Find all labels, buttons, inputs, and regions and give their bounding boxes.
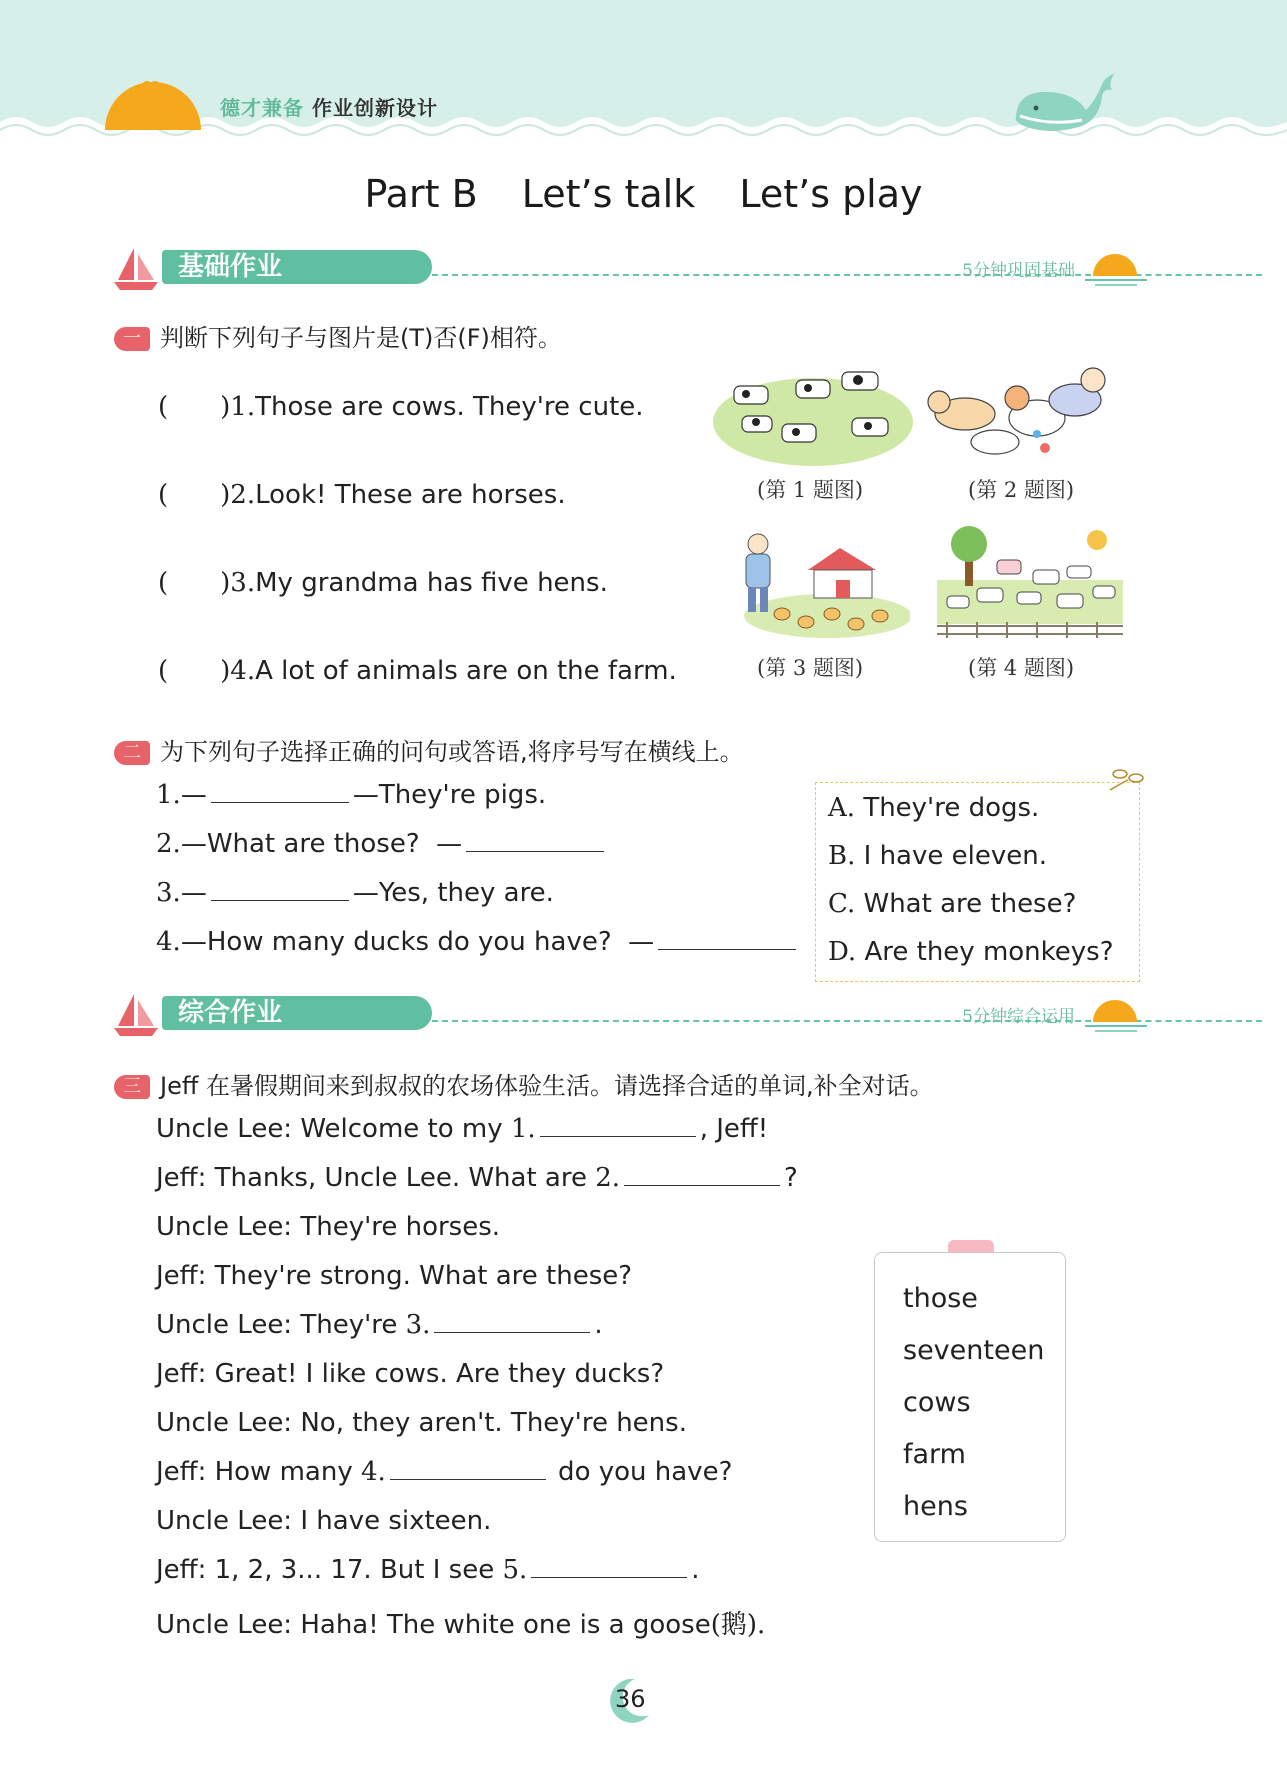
line-end: (鹅). <box>710 1610 766 1640</box>
part-number-tag: 三 <box>114 1075 150 1099</box>
option-b <box>828 841 1047 871</box>
picture-cats <box>925 362 1117 462</box>
item-pre: —What are those? <box>180 829 420 859</box>
line-text: Uncle Lee: They're <box>156 1310 406 1340</box>
answer-blank[interactable] <box>658 927 796 950</box>
item-number: 1. <box>156 780 181 810</box>
option-key: B. <box>828 841 856 871</box>
whale-icon <box>1010 70 1120 132</box>
answer-paren[interactable]: ( )2. <box>158 480 256 510</box>
title-part: Part B <box>364 172 478 216</box>
option-text: Are they monkeys? <box>864 937 1114 967</box>
page-title <box>0 172 1287 216</box>
part2-item-1 <box>156 780 546 810</box>
picture-grandma-hens <box>728 530 910 640</box>
blank-number: 5. <box>502 1555 528 1585</box>
part1-item-1 <box>158 386 644 423</box>
option-d <box>828 937 1114 967</box>
brand-green: 德才兼备 <box>220 96 304 120</box>
item-number: 2. <box>156 829 181 859</box>
brand-dark: 作业创新设计 <box>311 96 438 120</box>
line-text: Jeff: Thanks, Uncle Lee. What are <box>156 1163 596 1193</box>
blank-number: 3. <box>405 1310 431 1340</box>
option-a <box>828 793 1039 823</box>
section-note: 5分钟综合运用 <box>962 1007 1075 1027</box>
option-key: D. <box>828 937 857 967</box>
dialogue-line <box>156 1506 491 1536</box>
dialogue-line <box>156 1408 687 1438</box>
caption-1: (第 1 题图) <box>757 478 864 502</box>
sailboat-icon <box>112 992 160 1036</box>
dialogue-line <box>156 1163 798 1193</box>
answer-blank[interactable] <box>434 1310 590 1333</box>
answer-blank[interactable] <box>624 1163 780 1186</box>
line-text: Uncle Lee: Haha! The white one is a goose <box>156 1610 711 1640</box>
part-number-tag: 一 <box>114 327 150 351</box>
part1-heading <box>114 318 562 353</box>
line-end: , Jeff! <box>699 1114 769 1144</box>
dialogue-line <box>156 1310 603 1340</box>
title-play: Let’s play <box>739 172 923 216</box>
word-item: farm <box>903 1439 966 1470</box>
dialogue-line <box>156 1261 632 1291</box>
item-post: —They're pigs. <box>352 780 547 810</box>
options-box <box>815 782 1140 982</box>
part2-item-2 <box>156 829 608 859</box>
item-pre: — <box>180 878 207 908</box>
item-post: — <box>628 927 655 957</box>
blank-number: 1. <box>510 1114 536 1144</box>
line-end: . <box>594 1310 603 1340</box>
answer-paren[interactable]: ( )4. <box>158 656 256 686</box>
item-number: 3. <box>156 878 181 908</box>
line-text: Jeff: How many <box>156 1457 361 1487</box>
picture-cows <box>712 364 914 470</box>
line-end: ? <box>784 1163 798 1193</box>
sailboat-icon <box>112 246 160 290</box>
option-key: C. <box>828 889 856 919</box>
line-end: . <box>691 1555 700 1585</box>
word-item: seventeen <box>903 1335 1045 1366</box>
section-banner-comprehensive <box>112 992 1147 1036</box>
title-talk: Let’s talk <box>521 172 696 216</box>
section-note: 5分钟巩固基础 <box>962 261 1075 281</box>
part1-instruction: 判断下列句子与图片是(T)否(F)相符。 <box>160 324 562 352</box>
part2-heading <box>114 732 744 767</box>
item-text: Look! These are horses. <box>255 480 566 510</box>
item-post: —Yes, they are. <box>352 878 554 908</box>
option-c <box>828 889 1076 919</box>
answer-blank[interactable] <box>211 780 349 803</box>
mini-sun-icon <box>1085 992 1147 1032</box>
line-text: Uncle Lee: They're horses. <box>156 1212 501 1242</box>
option-text: I have eleven. <box>863 841 1047 871</box>
line-end: do you have? <box>549 1457 733 1487</box>
caption-3: (第 3 题图) <box>757 656 864 680</box>
item-text: A lot of animals are on the farm. <box>255 656 677 686</box>
item-pre: — <box>180 780 207 810</box>
word-item: those <box>903 1283 978 1314</box>
mini-sun-icon <box>1085 246 1147 286</box>
section-label: 基础作业 <box>162 250 432 284</box>
answer-blank[interactable] <box>390 1457 546 1480</box>
part-number-tag: 二 <box>114 741 150 765</box>
part2-instruction: 为下列句子选择正确的问句或答语,将序号写在横线上。 <box>160 738 744 766</box>
page-number-text: 36 <box>615 1685 646 1713</box>
dialogue-line <box>156 1457 732 1487</box>
dialogue-line <box>156 1114 768 1144</box>
answer-paren[interactable]: ( )3. <box>158 568 256 598</box>
answer-blank[interactable] <box>540 1114 696 1137</box>
item-post: — <box>436 829 463 859</box>
item-text: My grandma has five hens. <box>255 568 608 598</box>
line-text: Uncle Lee: No, they aren't. They're hens. <box>156 1408 687 1438</box>
part1-item-2 <box>158 474 566 511</box>
picture-farm <box>937 526 1123 640</box>
part1-item-4 <box>158 650 677 687</box>
line-text: Uncle Lee: Welcome to my <box>156 1114 511 1144</box>
dialogue-line <box>156 1555 700 1585</box>
answer-blank[interactable] <box>531 1555 687 1578</box>
line-text: Uncle Lee: I have sixteen. <box>156 1506 492 1536</box>
part2-item-3 <box>156 878 554 908</box>
dialogue-line <box>156 1212 500 1242</box>
word-item: cows <box>903 1387 971 1418</box>
item-text: Those are cows. They're cute. <box>255 392 644 422</box>
word-bank <box>874 1252 1066 1542</box>
part1-item-3 <box>158 562 608 599</box>
caption-4: (第 4 题图) <box>968 656 1075 680</box>
dialogue-line <box>156 1359 664 1389</box>
item-number: 4. <box>156 927 181 957</box>
caption-2: (第 2 题图) <box>968 478 1075 502</box>
section-banner-basic <box>112 246 1147 290</box>
answer-blank[interactable] <box>466 829 604 852</box>
option-text: What are these? <box>863 889 1077 919</box>
item-pre: —How many ducks do you have? <box>180 927 612 957</box>
line-text: Jeff: Great! I like cows. Are they ducks? <box>156 1359 665 1389</box>
part2-item-4 <box>156 927 800 957</box>
blank-number: 2. <box>595 1163 621 1193</box>
line-text: Jeff: 1, 2, 3... 17. But I see <box>156 1555 503 1585</box>
blank-number: 4. <box>360 1457 386 1487</box>
option-key: A. <box>828 793 856 823</box>
page-number <box>605 1675 655 1725</box>
sprout-icon <box>1106 766 1148 794</box>
part3-heading <box>114 1066 934 1101</box>
option-text: They're dogs. <box>863 793 1040 823</box>
sun-icon <box>105 78 201 130</box>
brand-text <box>220 92 438 121</box>
answer-paren[interactable]: ( )1. <box>158 392 256 422</box>
section-label: 综合作业 <box>162 996 432 1030</box>
dialogue-line <box>156 1604 765 1641</box>
part3-instruction: Jeff 在暑假期间来到叔叔的农场体验生活。请选择合适的单词,补全对话。 <box>160 1072 934 1100</box>
word-item: hens <box>903 1491 968 1522</box>
line-text: Jeff: They're strong. What are these? <box>156 1261 633 1291</box>
answer-blank[interactable] <box>211 878 349 901</box>
